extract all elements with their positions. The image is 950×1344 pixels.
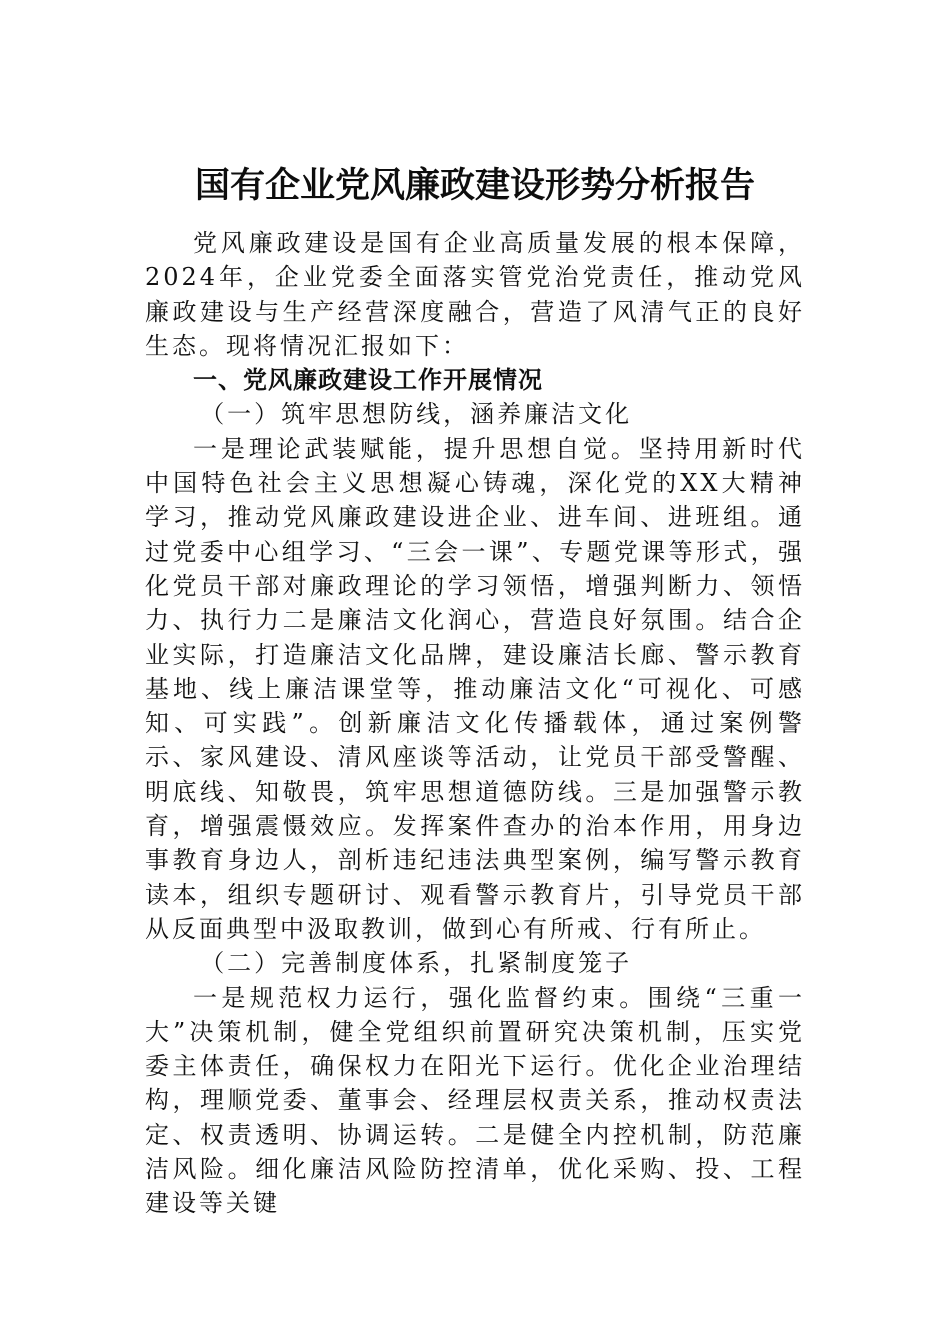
subsection-heading-1: （一）筑牢思想防线，涵养廉洁文化 xyxy=(200,400,633,429)
subsection-paragraph-1: 一是理论武装赋能，提升思想自觉。坚持用新时代中国特色社会主义思想凝心铸魂，深化党的XX大精神学习，推动党风廉政建设进企业、进车间、进班组。通过党委中心组学习、“三会一课”、专题党课等形式，强化党员干部对廉政理论的学习领悟，增强判断力、领悟力、执行力二是廉洁文化润心，营造良好氛围。结合企业实际，打造廉洁文化品牌，建设廉洁长廊、警示教育基地、线上廉洁课堂等，推动廉洁文化“可视化、可感知、可实践”。创新廉洁文化传播载体，通过案例警示、家风建设、清风座谈等活动，让党员干部受警醒、明底线、知敬畏，筑牢思想道德防线。三是加强警示教育，增强震慑效应。发挥案件查办的治本作用，用身边事教育身边人，剖析违纪违法典型案例，编写警示教育读本，组织专题研讨、观看警示教育片，引导党员干部从反面典型中汲取教训，做到心有所戒、行有所止。 xyxy=(145,434,805,943)
section-heading: 一、党风廉政建设工作开展情况 xyxy=(193,365,543,395)
document-body xyxy=(145,226,805,1221)
intro-paragraph: 党风廉政建设是国有企业高质量发展的根本保障，2024年，企业党委全面落实管党治党责任，推动党风廉政建设与生产经营深度融合，营造了风清气正的良好生态。现将情况汇报如下： xyxy=(145,229,805,360)
subsection-paragraph-2: 一是规范权力运行，强化监督约束。围绕“三重一大”决策机制，健全党组织前置研究决策机制，压实党委主体责任，确保权力在阳光下运行。优化企业治理结构，理顺党委、董事会、经理层权责关系，推动权责法定、权责透明、协调运转。二是健全内控机制，防范廉洁风险。细化廉洁风险防控清单，优化采购、投、工程建设等关键 xyxy=(145,983,805,1218)
subsection-heading-2: （二）完善制度体系，扎紧制度笼子 xyxy=(200,949,633,978)
document-title: 国有企业党风廉政建设形势分析报告 xyxy=(194,165,755,206)
